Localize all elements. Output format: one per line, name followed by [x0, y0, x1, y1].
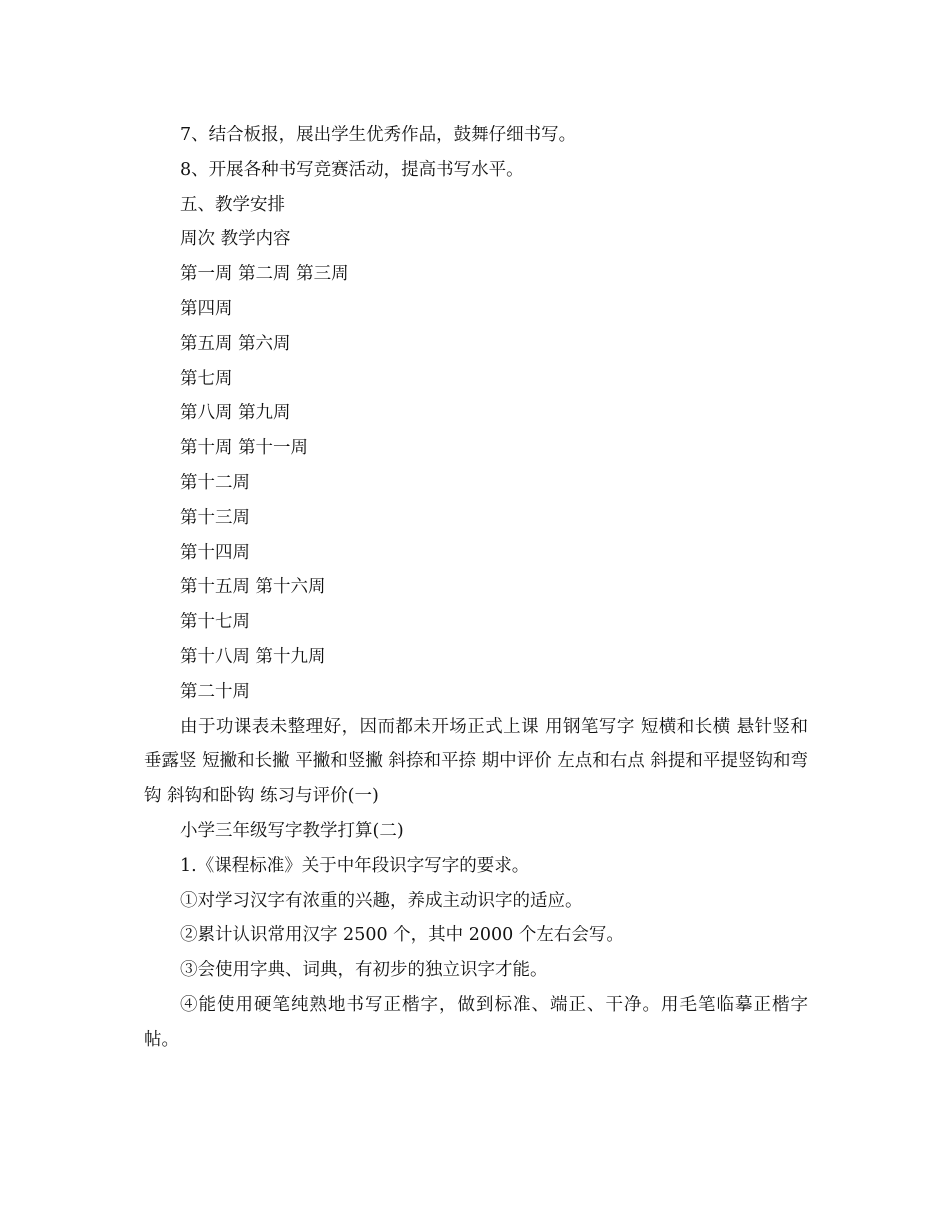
text-line: 7、结合板报，展出学生优秀作品，鼓舞仔细书写。 [180, 125, 577, 145]
week-line: 第十八周 第十九周 [180, 646, 326, 667]
week-line: 第十周 第十一周 [180, 438, 309, 459]
table-header-line: 周次 教学内容 [180, 229, 291, 250]
requirement-item: ①对学习汉字有浓重的兴趣，养成主动识字的适应。 [180, 890, 583, 911]
section-title: 小学三年级写字教学打算(二) [180, 820, 404, 841]
week-line: 第四周 [180, 298, 233, 319]
document-body [144, 118, 808, 1058]
week-line: 第十四周 [180, 542, 250, 563]
section-heading: 五、教学安排 [180, 194, 285, 215]
schedule-content-paragraph: 由于功课表未整理好，因而都未开场正式上课 用钢笔写字 短横和长横 悬针竖和垂露竖 短撇和长撇 平撇和竖撇 斜捺和平捺 期中评价 左点和右点 斜提和平提竖钩和弯钩 斜钩和卧钩 练习与评价(一) [144, 716, 808, 807]
standards-intro: 1.《课程标准》关于中年段识字写字的要求。 [180, 855, 530, 876]
requirement-item: ③会使用字典、词典，有初步的独立识字才能。 [180, 960, 548, 981]
week-line: 第十七周 [180, 612, 250, 633]
week-line: 第十五周 第十六周 [180, 577, 326, 598]
week-line: 第一周 第二周 第三周 [180, 264, 349, 285]
week-line: 第十三周 [180, 507, 250, 528]
text-line: 8、开展各种书写竞赛活动，提高书写水平。 [180, 159, 524, 180]
requirement-item: ④能使用硬笔纯熟地书写正楷字，做到标准、端正、干净。用毛笔临摹正楷字帖。 [144, 994, 808, 1050]
week-line: 第十二周 [180, 472, 250, 493]
week-line: 第八周 第九周 [180, 403, 291, 424]
requirement-item: ②累计认识常用汉字 2500 个，其中 2000 个左右会写。 [180, 925, 624, 946]
week-line: 第七周 [180, 368, 233, 389]
week-line: 第五周 第六周 [180, 333, 291, 354]
week-line: 第二十周 [180, 681, 250, 702]
